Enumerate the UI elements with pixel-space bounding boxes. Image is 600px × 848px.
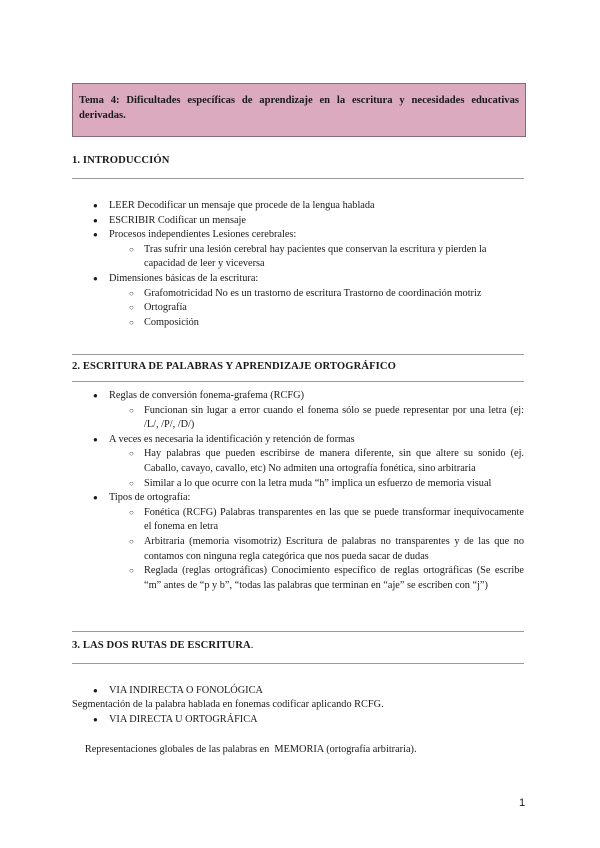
section-1-heading: 1. INTRODUCCIÓN: [72, 155, 170, 166]
paragraph: Representaciones globales de las palabras en MEMORIA (ortografía arbitraria).: [82, 743, 417, 755]
list-item: ● Reglas de conversión fonema-grafema (RCFG): [72, 389, 524, 404]
divider: [72, 354, 524, 355]
divider: [72, 631, 524, 632]
list-item: ○ Fonética (RCFG) Palabras transparentes en las que se puede transformar inequívocamente el fonema en letra: [129, 506, 524, 533]
paragraph: Segmentación de la palabra hablada en fonemas codificar aplicando RCFG.: [72, 699, 384, 710]
bullet-icon: ●: [93, 201, 98, 210]
list-item: ● A veces es necesaria la identificación y retención de formas: [72, 433, 524, 448]
divider: [72, 381, 524, 382]
section-2-list: [72, 389, 524, 593]
divider: [72, 663, 524, 664]
list-item: ○ Hay palabras que pueden escribirse de manera diferente, sin que altere su sonido (ej. Caballo, cavayo, cavallo, etc) No admiten una ortografía fonética, sino arbitraria: [129, 448, 524, 474]
list-item: ● Procesos independientes Lesiones cerebrales:: [72, 228, 524, 243]
list-item: ○ Funcionan sin lugar a error cuando el fonema sólo se puede representar por una letra (ej: /L/, /P/, /D/): [129, 404, 524, 431]
section-3-content: [72, 713, 532, 728]
bullet-icon: ●: [93, 215, 98, 225]
section-2-title: [72, 361, 524, 372]
bullet-icon: ●: [93, 273, 98, 283]
hollow-bullet-icon: ○: [129, 244, 134, 254]
bullet-icon: ●: [93, 493, 98, 503]
divider: [72, 178, 524, 179]
section-3-content: [72, 684, 532, 699]
list-item: ○ Arbitraria (memoria visomotriz) Escritura de palabras no transparentes y de las que no contamos con ninguna regla categórica que nos pueda sacar de dudas: [129, 535, 524, 562]
hollow-bullet-icon: ○: [129, 478, 134, 488]
bullet-icon: ●: [93, 434, 98, 444]
list-item: ○ Composición: [72, 316, 524, 331]
topic-title: Tema 4: Dificultades específicas de aprendizaje en la escritura y necesidades educativas derivadas.: [79, 95, 519, 121]
section-3-title: 3. LAS DOS RUTAS DE ESCRITURA.: [72, 640, 254, 651]
bullet-icon: ●: [93, 391, 98, 400]
bullet-icon: ●: [93, 230, 98, 240]
list-item: ○ Tras sufrir una lesión cerebral hay pacientes que conservan la escritura y pierden la capacidad de leer y viceversa: [129, 243, 487, 270]
hollow-bullet-icon: ○: [129, 536, 134, 546]
hollow-bullet-icon: ○: [129, 507, 134, 517]
hollow-bullet-icon: ○: [129, 449, 134, 459]
hollow-bullet-icon: ○: [129, 303, 134, 313]
hollow-bullet-icon: ○: [129, 288, 134, 298]
list-item: ○ Similar a lo que ocurre con la letra muda “h” implica un esfuerzo de memoria visual: [72, 477, 524, 492]
list-item: ● VIA DIRECTA U ORTOGRÁFICA: [72, 713, 532, 728]
section-1-title: [72, 155, 524, 166]
list-item: ● ESCRIBIR Codificar un mensaje: [72, 214, 524, 229]
list-item: ○ Reglada (reglas ortográficas) Conocimiento específico de reglas ortográficas (Se escribe “m” antes de “p y b”, “todas las palabras que terminan en “aje” se escriben con “j”): [129, 565, 524, 591]
topic-title-box: [72, 83, 526, 137]
bullet-icon: ●: [93, 686, 98, 695]
hollow-bullet-icon: ○: [129, 566, 134, 576]
list-item: ● VIA INDIRECTA O FONOLÓGICA: [72, 684, 532, 699]
list-item: ● LEER Decodificar un mensaje que procede de la lengua hablada: [72, 199, 524, 214]
list-item: ● Tipos de ortografía:: [72, 491, 524, 506]
section-3-heading: 3. LAS DOS RUTAS DE ESCRITURA: [72, 640, 251, 651]
hollow-bullet-icon: ○: [129, 317, 134, 327]
list-item: ● Dimensiones básicas de la escritura:: [72, 272, 524, 287]
list-item: ○ Ortografía: [72, 301, 524, 316]
bullet-icon: ●: [93, 715, 98, 724]
hollow-bullet-icon: ○: [129, 405, 134, 415]
section-1-list: [72, 199, 524, 330]
page-number: 1: [519, 797, 526, 809]
list-item: ○ Grafomotricidad No es un trastorno de escritura Trastorno de coordinación motriz: [72, 287, 524, 302]
section-2-heading: 2. ESCRITURA DE PALABRAS Y APRENDIZAJE ORTOGRÁFICO: [72, 361, 396, 372]
